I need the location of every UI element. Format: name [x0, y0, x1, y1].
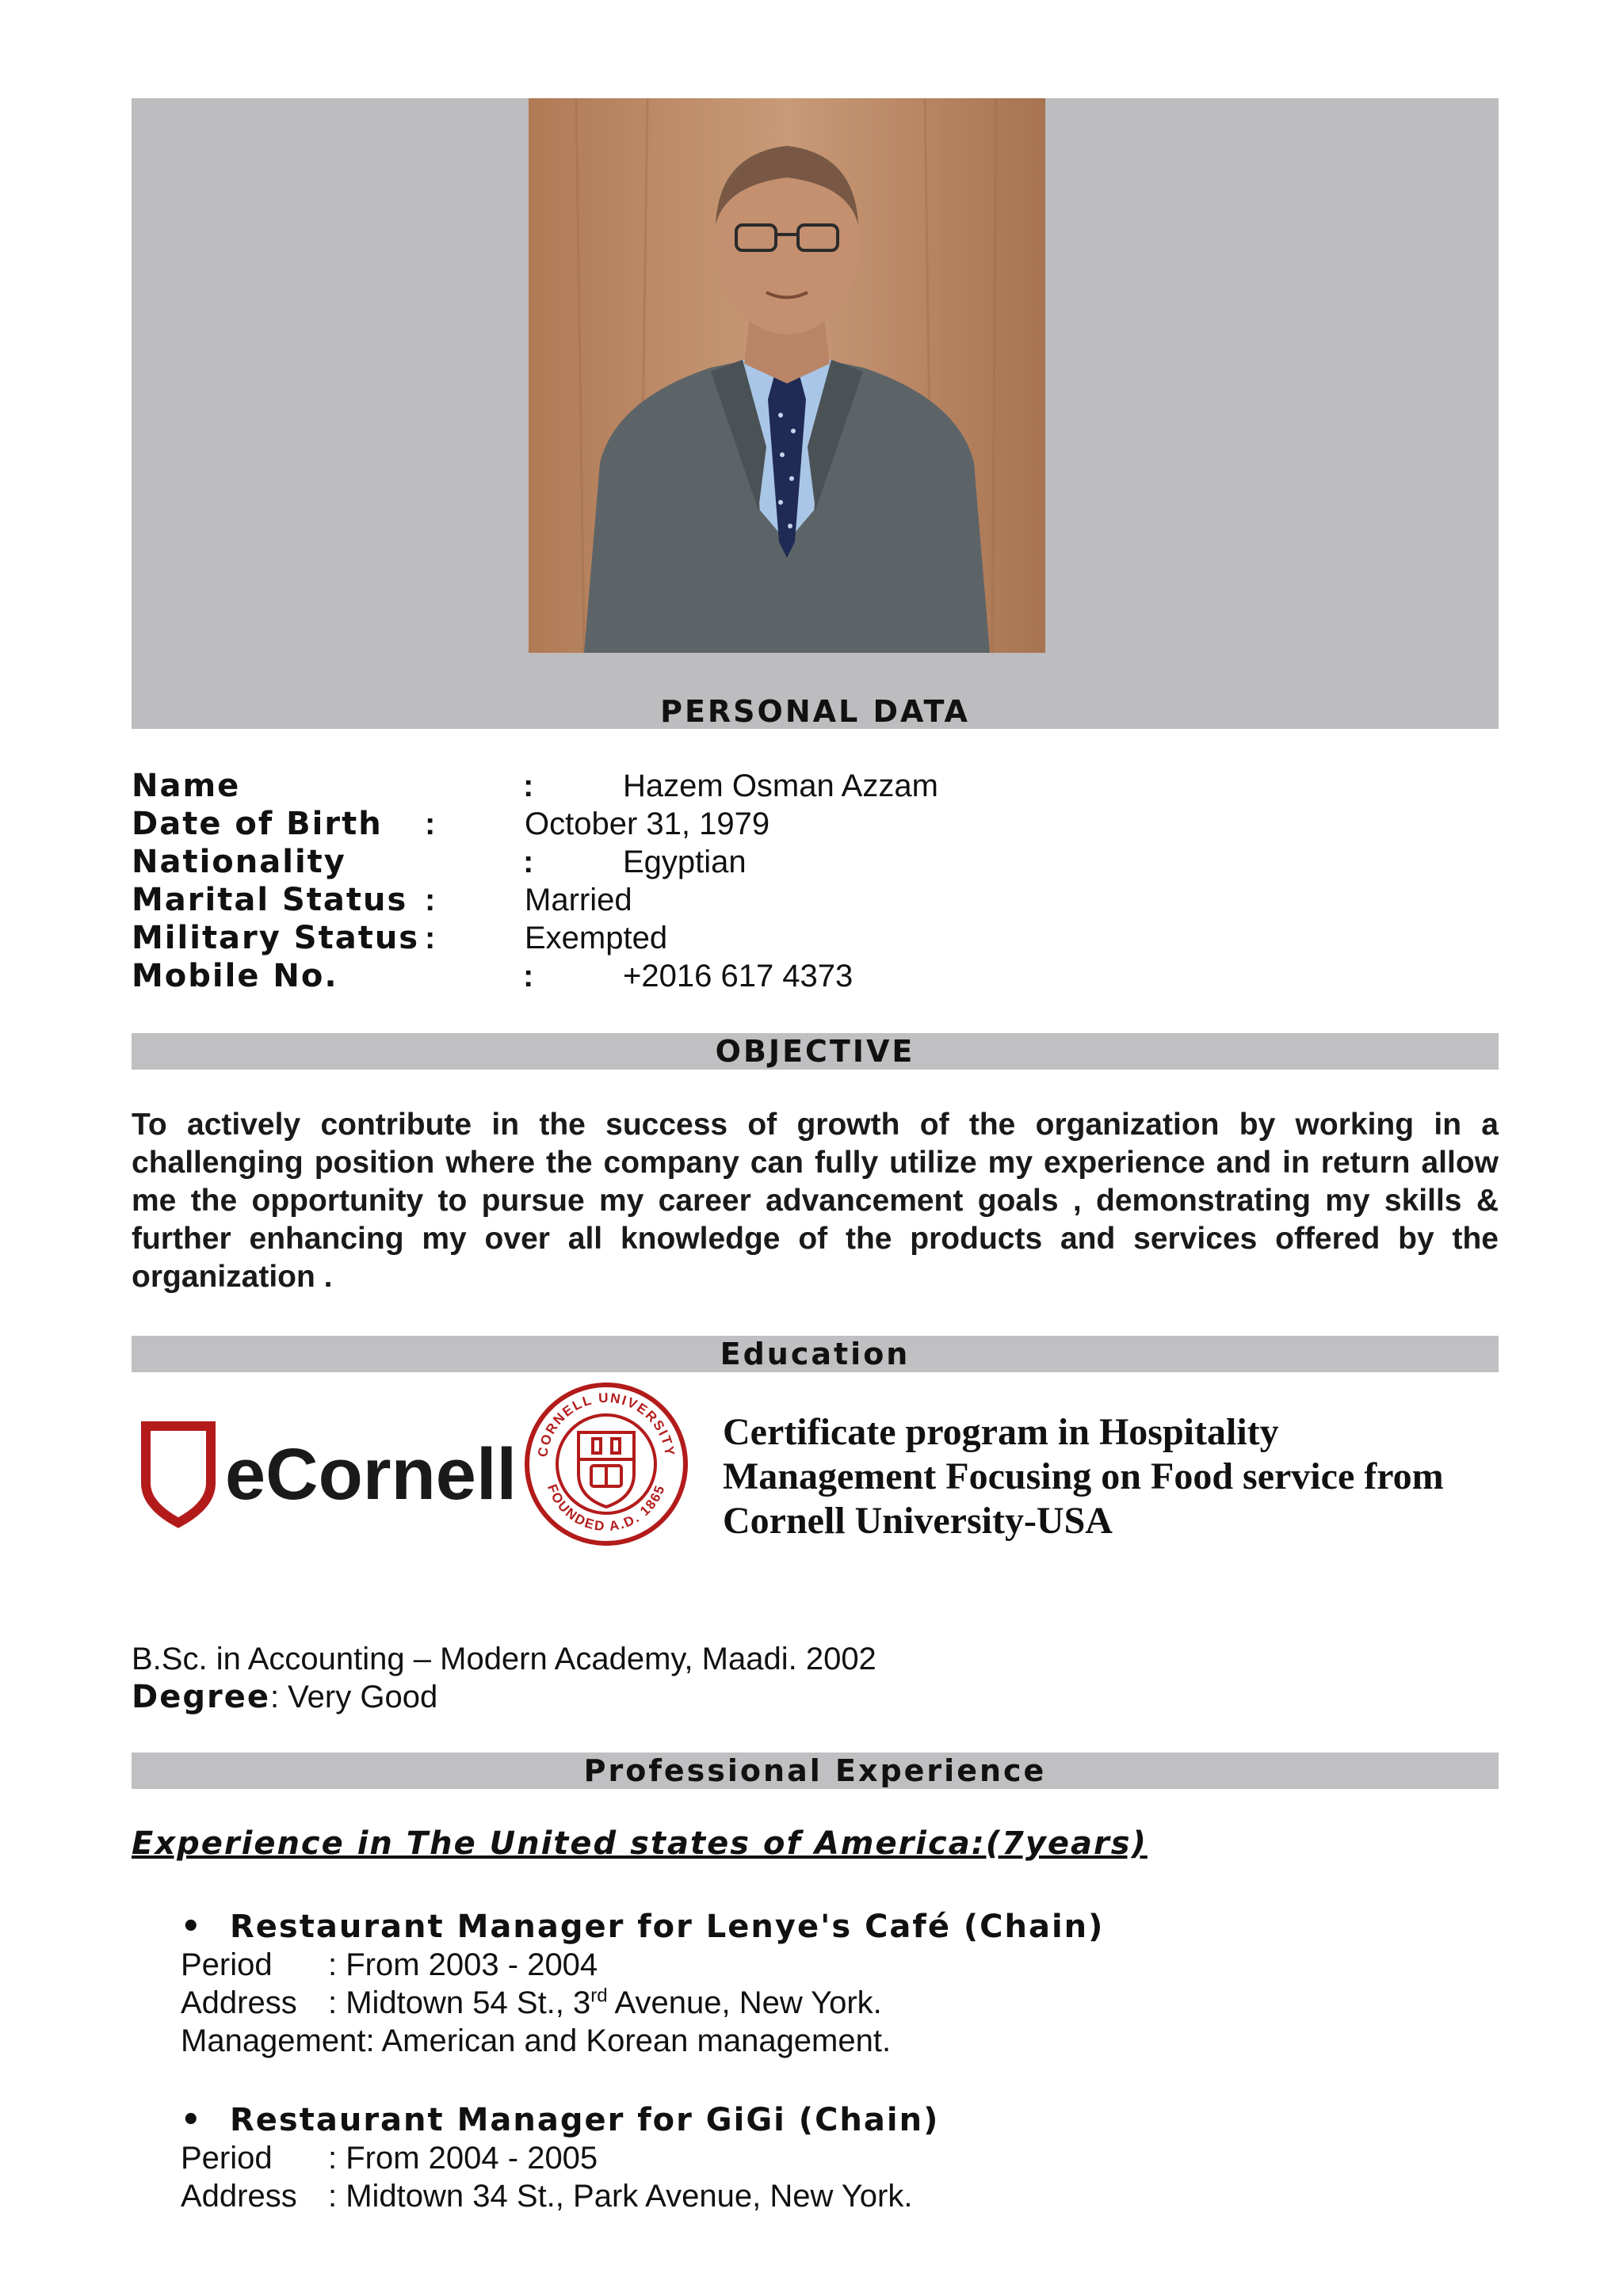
field-value: Hazem Osman Azzam: [623, 769, 938, 803]
address-sup: rd: [590, 1985, 608, 2007]
bullet-icon: •: [181, 1909, 203, 1945]
job-item: [181, 1908, 1104, 2060]
period-label: Period: [181, 1947, 273, 1982]
field-value: Egyptian: [623, 845, 747, 879]
ecornell-logo-text: eCornell: [225, 1434, 512, 1515]
experience-usa-heading: Experience in The United states of America:(7years): [132, 1825, 1148, 1862]
job-item: [181, 2101, 939, 2215]
job-period: [181, 2139, 939, 2177]
field-label: Military Status: [132, 920, 420, 956]
portrait-photo-icon: [529, 98, 1045, 653]
job-title-text: Restaurant Manager for GiGi (Chain): [230, 2102, 940, 2138]
period-value: : From 2003 - 2004: [328, 1947, 598, 1982]
section-title-experience: Professional Experience: [132, 1753, 1499, 1789]
shield-icon: [146, 1426, 211, 1523]
field-colon: :: [523, 769, 534, 803]
period-value: : From 2004 - 2005: [328, 2141, 598, 2176]
field-label: Name: [132, 768, 241, 804]
address-pre: : Midtown 54 St., 3: [328, 1985, 591, 2020]
ecornell-logo: [139, 1410, 512, 1537]
section-title-education: Education: [132, 1336, 1499, 1372]
certificate-text: Certificate program in Hospitality Management Focusing on Food service from Cornell University-USA: [723, 1411, 1444, 1542]
section-title-objective: OBJECTIVE: [132, 1033, 1499, 1070]
period-label: Period: [181, 2141, 273, 2176]
portrait-photo: [529, 98, 1045, 653]
degree-grade: [132, 1678, 437, 1716]
address-value: : Midtown 34 St., Park Avenue, New York.: [328, 2179, 913, 2214]
job-title-text: Restaurant Manager for Lenye's Café (Chain): [230, 1909, 1105, 1945]
job-address: [181, 1984, 1104, 2022]
job-address: [181, 2177, 939, 2215]
field-colon: :: [523, 959, 534, 994]
degree-value: : Very Good: [269, 1680, 438, 1714]
field-label: Date of Birth: [132, 806, 383, 842]
job-title: [181, 2101, 939, 2139]
address-label: Address: [181, 2179, 297, 2214]
field-label: Nationality: [132, 844, 346, 880]
seal-text-top: CORNELL UNIVERSITY: [535, 1390, 678, 1459]
cornell-seal-logo: [523, 1371, 689, 1553]
section-title-personal-data: PERSONAL DATA: [660, 694, 970, 729]
field-colon: :: [425, 921, 436, 955]
address-label: Address: [181, 1985, 297, 2020]
job-period: [181, 1946, 1104, 1984]
field-label: Marital Status: [132, 882, 408, 918]
degree-label: Degree: [132, 1679, 270, 1715]
field-value: Married: [525, 883, 632, 917]
seal-text-bottom: FOUNDED A.D. 1865: [544, 1482, 669, 1535]
field-value: +2016 617 4373: [623, 959, 854, 994]
bullet-icon: •: [181, 2102, 203, 2138]
objective-text: To actively contribute in the success of growth of the organization by working in a challenging position where the company can fully utilize my experience and in return allow me the opportunity to pursue my career advancement goals , demonstrating my skills & further enhancing my over all knowledge of the products and services offered by the organization .: [132, 1108, 1499, 1294]
field-value: Exempted: [525, 921, 668, 955]
field-colon: :: [425, 807, 436, 841]
address-post: Avenue, New York.: [607, 1985, 882, 2020]
job-management: Management: American and Korean management.: [181, 2023, 892, 2058]
job-title: [181, 1908, 1104, 1946]
photo-banner: [132, 98, 1499, 729]
seal-shield-icon: [579, 1432, 634, 1507]
degree-line: B.Sc. in Accounting – Modern Academy, Maadi. 2002: [132, 1642, 876, 1676]
field-label: Mobile No.: [132, 958, 338, 994]
field-colon: :: [523, 845, 534, 879]
field-colon: :: [425, 883, 436, 917]
field-value: October 31, 1979: [525, 807, 770, 841]
